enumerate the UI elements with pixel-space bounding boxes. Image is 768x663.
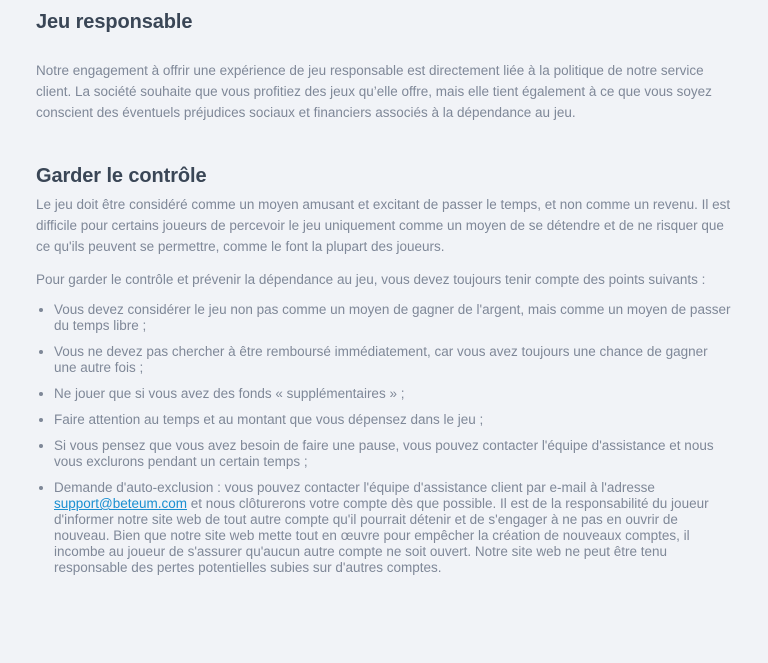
bullet-icon bbox=[39, 392, 43, 396]
bullet-icon bbox=[39, 444, 43, 448]
intro-paragraph: Notre engagement à offrir une expérience de jeu responsable est directement liée à la politique de notre service client. La société souhaite que vous profitiez des jeux qu’elle offre, mais elle tient également à ce que vous soyez conscient des éventuels préjudices sociaux et financiers associés à la dépendance au jeu. bbox=[36, 63, 712, 120]
list-item-text-before-link: Demande d'auto-exclusion : vous pouvez contacter l'équipe d'assistance client par e-mail à l'adresse bbox=[54, 480, 655, 495]
list-item-text: Ne jouer que si vous avez des fonds « supplémentaires » ; bbox=[54, 386, 405, 401]
bullet-icon bbox=[39, 308, 43, 312]
support-email-link[interactable]: support@beteum.com bbox=[54, 496, 188, 511]
list-item bbox=[36, 344, 732, 376]
list-item-text: Vous devez considérer le jeu non pas comme un moyen de gagner de l'argent, mais comme un moyen de passer du temps libre ; bbox=[54, 302, 731, 333]
list-item-text: Si vous pensez que vous avez besoin de faire une pause, vous pouvez contacter l'équipe d'assistance et nous vous exclurons pendant un certain temps ; bbox=[54, 438, 714, 469]
heading-garder-le-controle: Garder le contrôle bbox=[36, 165, 207, 187]
bullet-icon bbox=[39, 418, 43, 422]
list-item-self-exclusion bbox=[36, 480, 732, 576]
bullet-icon bbox=[39, 350, 43, 354]
heading-jeu-responsable: Jeu responsable bbox=[36, 11, 193, 33]
bullet-icon bbox=[39, 486, 43, 490]
control-paragraph-2: Pour garder le contrôle et prévenir la dépendance au jeu, vous devez toujours tenir compte des points suivants : bbox=[36, 272, 706, 287]
list-item bbox=[36, 412, 732, 428]
list-item bbox=[36, 386, 732, 402]
control-points-list bbox=[36, 302, 732, 576]
list-item-text-after-link: et nous clôturerons votre compte dès que possible. Il est de la responsabilité du joueur d'informer notre site web de tout autre compte qu'il pourrait détenir et de s'engager à ne pas en ouvrir de nouveau. Bien que notre site web mette tout en œuvre pour empêcher la création de nouveaux comptes, il incombe au joueur de s'assurer qu'aucun autre compte ne soit ouvert. Notre site web ne peut être tenu responsable des pertes potentielles subies sur d'autres comptes. bbox=[54, 496, 709, 575]
list-item bbox=[36, 438, 732, 470]
list-item bbox=[36, 302, 732, 334]
list-item-text: Vous ne devez pas chercher à être remboursé immédiatement, car vous avez toujours une chance de gagner une autre fois ; bbox=[54, 344, 708, 375]
control-paragraph-1: Le jeu doit être considéré comme un moyen amusant et excitant de passer le temps, et non comme un revenu. Il est difficile pour certains joueurs de percevoir le jeu uniquement comme un moyen de se détendre et de ne risquer que ce qu'ils peuvent se permettre, comme le font la plupart des joueurs. bbox=[36, 197, 731, 254]
list-item-text: Faire attention au temps et au montant que vous dépensez dans le jeu ; bbox=[54, 412, 484, 427]
